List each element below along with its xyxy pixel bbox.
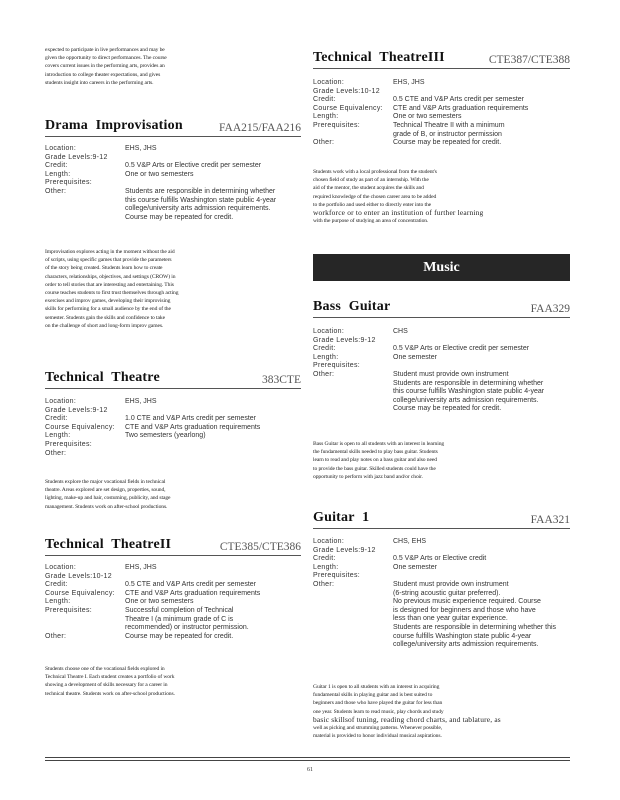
description-line: Guitar 1 is open to all students with an interest in acquiring [313,684,440,690]
location-label: Location: [45,145,77,152]
course-info-technical-theatre-3 [313,79,570,148]
description-line: chosen field of study as part of an internship. With the [313,177,429,184]
grade-levels-value: 9-12 [92,153,108,161]
course-description-technical-theatre-3 [313,168,560,225]
course-title: Technical TheatreIII [313,50,445,65]
course-info-technical-theatre [45,398,301,458]
description-line: one year. Students learn to read music, play chords and study [313,708,444,715]
location-label: Location: [313,79,345,86]
length-label: Length: [313,563,339,571]
description-line: opportunity to perform with jazz band and/or choir. [313,473,423,480]
grade-levels-value: 9-12 [360,336,376,344]
description-line: material is provided to honor individual musical aspirations. [313,733,442,740]
other-label: Other: [313,139,335,147]
length-label: Length: [45,170,71,178]
grade-levels-label: Grade Levels:10-12 [45,572,112,580]
other-value [125,450,301,459]
description-line: exercises and improv games, developing their improvising [45,298,171,305]
other-value: Course may be repeated for credit. [393,139,502,147]
other-label: Other: [45,187,67,195]
location-label: Location: [45,398,77,405]
description-line: basic skillsof tuning, reading chord charts, and tablature, as [313,714,501,724]
course-header-guitar-1 [313,508,570,529]
description-line: lighting, make-up and hair, costuming, publicity, and stage [45,495,171,502]
intro-line: given the opportunity to direct performances. The course [45,55,167,62]
grade-levels-value: 9-12 [92,406,108,414]
equivalency-label: Course Equivalency: [45,589,115,597]
description-line: beginners and those who have played the guitar for less than [313,700,443,707]
credit-value: 0.5 V&P Arts or Elective credit [393,555,487,563]
length-value: Two semesters (yearlong) [125,432,206,440]
prerequisites-label: Prerequisites: [45,440,92,448]
footer-rule [45,757,570,758]
course-info-drama-improvisation [45,145,301,222]
location-value: EHS, JHS [125,145,157,152]
grade-levels-label: Grade Levels:10-12 [313,87,380,95]
equivalency-label: Course Equivalency: [313,104,383,112]
description-line: the fundamental skills needed to play bass guitar. Students [313,449,438,456]
other-value: Course may be repeated for credit. [125,632,234,640]
description-line: technical theatre. Students work on after-school productions. [45,690,175,697]
other-label: Other: [45,449,67,457]
grade-levels-value: 9-12 [360,546,376,554]
credit-value: 0.5 V&P Arts or Elective credit per semester [125,162,262,170]
intro-line: covers current issues in the performing arts, provides an [45,63,165,70]
course-code: FAA321 [530,514,570,526]
course-info-guitar-1 [313,538,570,650]
credit-label: Credit: [45,581,68,589]
course-header-bass-guitar [313,297,570,318]
credit-value: 0.5 CTE and V&P Arts credit per semester [125,581,256,589]
other-label: Other: [313,580,335,588]
other-value: Student must provide own instrument Students are responsible in determining whether this course fulfills Washington state public 4-year college/university arts admission requirements. Course may be repeated for credit. [393,370,545,413]
intro-line: students insight into careers in the performing arts. [45,79,154,86]
length-value: One or two semesters [125,170,194,178]
course-title: Technical TheatreII [45,537,172,552]
course-description-guitar-1 [313,683,560,740]
length-label: Length: [45,432,71,440]
course-info-bass-guitar [313,328,570,414]
location-label: Location: [313,328,345,335]
prerequisites-label: Prerequisites: [313,121,360,129]
description-line: course teaches students to first trust themselves through acting [45,290,179,297]
location-label: Location: [313,538,345,545]
course-code: 383CTE [262,374,301,386]
description-line: with the purpose of studying an area of concentration. [313,218,429,225]
description-line: workforce or to enter an institution of further learning [313,208,484,218]
course-header-technical-theatre-3 [313,48,570,69]
credit-value: 1.0 CTE and V&P Arts credit per semester [125,415,256,423]
equivalency-value: CTE and V&P Arts graduation requirements [125,423,261,431]
length-label: Length: [45,598,71,606]
description-line: management. Students work on after-school productions. [45,503,168,510]
course-description-bass-guitar [313,440,560,481]
course-header-technical-theatre-2 [45,535,301,556]
course-info-technical-theatre-2 [45,564,301,641]
description-line: showing a development of skills necessary for a career in [45,682,168,689]
course-code: FAA215/FAA216 [219,122,301,134]
prerequisites-value: Successful completion of Technical Theatre I (a minimum grade of C is recommended) or instructor permission. [125,606,249,632]
page-number: 61 [307,767,313,773]
credit-label: Credit: [313,96,336,104]
course-code: CTE385/CTE386 [219,541,301,553]
prerequisites-value [125,179,301,188]
prerequisites-label: Prerequisites: [45,179,92,187]
description-line: characters, relationships, objectives, and settings (CROW) in [45,273,176,280]
length-value: One or two semesters [393,113,462,121]
course-description-technical-theatre [45,478,291,511]
description-line: of the story being created. Students learn how to create [45,265,163,272]
course-title: Guitar 1 [313,510,370,525]
credit-label: Credit: [313,555,336,563]
credit-label: Credit: [45,415,68,423]
other-label: Other: [45,632,67,640]
length-label: Length: [313,113,339,121]
course-title: Drama Improvisation [45,118,183,133]
location-value: EHS, JHS [393,79,425,86]
description-line: learn to read and play notes on a bass guitar and also need [313,457,437,464]
course-description-drama-improvisation [45,248,291,330]
location-value: CHS, EHS [393,538,427,545]
prerequisites-value [393,362,570,371]
prerequisites-label: Prerequisites: [313,572,360,580]
footer-rule [45,760,570,761]
description-line: on the challenge of short and long-form improv games. [45,322,164,329]
description-line: order to tell stories that are interesting and entertaining. This [45,281,174,288]
description-line: Improvisation explores acting in the moment without the aid [45,249,175,255]
description-line: Technical Theatre I. Each student creates a portfolio of work [45,674,175,681]
intro-line: expected to participate in live performances and may be [45,47,165,53]
other-value: Students are responsible in determining whether this course fulfills Washington state public 4-year college/university arts admission requirements. Course may be repeated for credit. [125,187,277,221]
length-label: Length: [313,353,339,361]
course-header-drama-improvisation [45,116,301,137]
description-line: well as picking and strumming patterns. Whenever possible, [313,725,443,732]
description-line: to the portfolio and used either to directly enter into the [313,201,432,208]
description-line: of scripts, using specific games that provide the parameters [45,257,172,264]
course-code: CTE387/CTE388 [488,54,570,66]
course-code: FAA329 [530,303,570,315]
grade-levels-label: Grade Levels:9-12 [313,546,376,554]
other-value: Student must provide own instrument (6-string acoustic guitar preferred). No previous music experience required. Course is designed for beginners and those who have less than one year guitar experience. Students are responsible in determining whether this course fulfills Washington state public 4-year college/university arts admission requirements. [393,580,557,649]
location-value: CHS [393,328,408,335]
length-value: One semester [393,353,437,361]
description-line: Students choose one of the vocational fields explored in [45,666,165,672]
course-description-technical-theatre-2 [45,665,291,698]
course-header-technical-theatre [45,368,301,389]
other-label: Other: [313,370,335,378]
equivalency-value: CTE and V&P Arts graduation requirements [125,589,261,597]
equivalency-value: CTE and V&P Arts graduation requirements [393,104,529,112]
prerequisites-label: Prerequisites: [45,606,92,614]
location-value: EHS, JHS [125,564,157,571]
grade-levels-value: 10-12 [92,572,112,580]
prerequisites-value: Technical Theatre II with a minimum grade of B, or instructor permission [393,121,505,138]
description-line: fundamental skills in playing guitar and is best suited to [313,692,433,699]
grade-levels-value: 10-12 [360,87,380,95]
grade-levels-label: Grade Levels:9-12 [45,153,108,161]
length-value: One semester [393,563,437,571]
prerequisites-label: Prerequisites: [313,362,360,370]
description-line: theatre. Areas explored are set design, properties, sound, [45,487,166,494]
course-title: Bass Guitar [313,299,391,314]
description-line: to provide the bass guitar. Skilled students could have the [313,465,436,472]
description-line: semester. Students gain the skills and confidence to take [45,314,165,321]
credit-label: Credit: [313,345,336,353]
credit-label: Credit: [45,162,68,170]
prerequisites-value [393,572,570,581]
description-line: skills for performing for a small audience by the end of the [45,306,171,313]
equivalency-label: Course Equivalency: [45,423,115,431]
length-value: One or two semesters [125,598,194,606]
credit-value: 0.5 CTE and V&P Arts credit per semester [393,96,524,104]
description-line: required knowledge of the chosen career area to be added [313,193,437,200]
prerequisites-value [125,441,301,450]
location-value: EHS, JHS [125,398,157,405]
description-line: Students explore the major vocational fields in technical [45,479,166,485]
intro-paragraph [45,46,167,87]
location-label: Location: [45,564,77,571]
intro-line: introduction to college theater expectations, and gives [45,71,161,78]
description-line: Bass Guitar is open to all students with an interest in learning [313,441,445,447]
grade-levels-label: Grade Levels:9-12 [45,406,108,414]
description-line: aid of the mentor, the student acquires the skills and [313,185,424,192]
grade-levels-label: Grade Levels:9-12 [313,336,376,344]
music-section-banner: Music [313,254,570,281]
description-line: Students work with a local professional from the student's [313,169,437,175]
course-title: Technical Theatre [45,370,160,385]
credit-value: 0.5 V&P Arts or Elective credit per semester [393,345,530,353]
